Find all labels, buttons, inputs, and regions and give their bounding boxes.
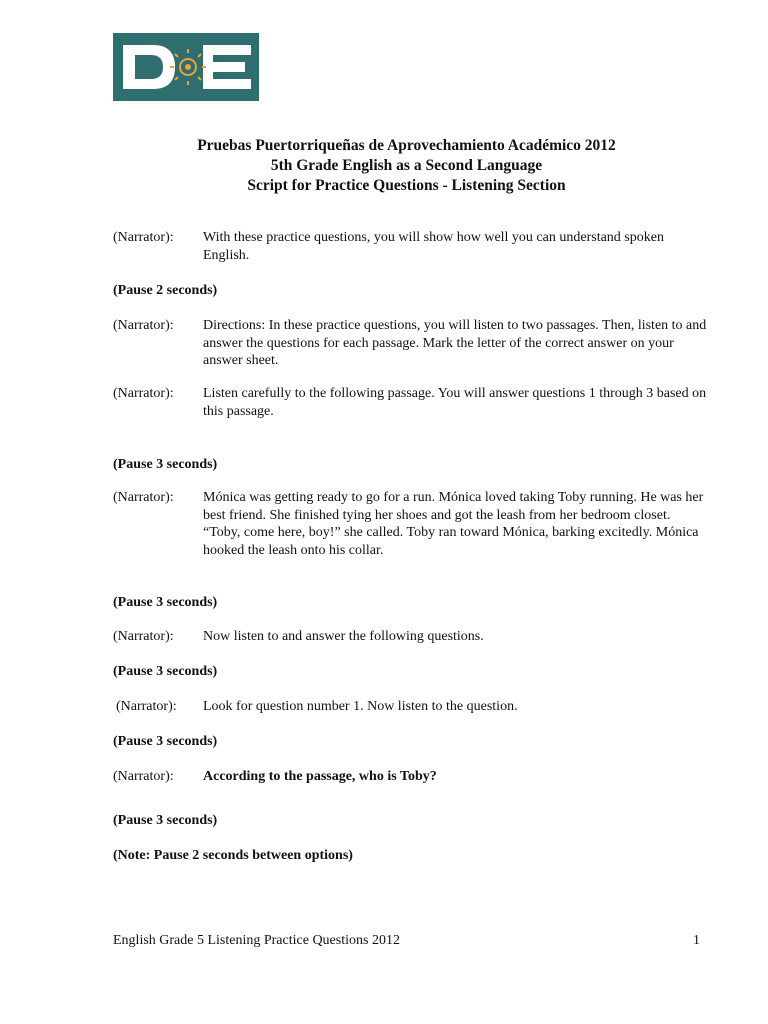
speaker-label: (Narrator):	[113, 318, 174, 333]
narrator-line	[113, 628, 708, 646]
speaker-label: (Narrator):	[113, 230, 174, 245]
document-title	[113, 136, 700, 196]
narrator-text: With these practice questions, you will show how well you can understand spoken English.	[203, 230, 664, 263]
narrator-line	[113, 385, 708, 420]
title-line-3: Script for Practice Questions - Listening Section	[247, 177, 566, 194]
speaker-label: (Narrator):	[113, 629, 174, 644]
speaker-label: (Narrator):	[116, 699, 177, 714]
pause-note: (Pause 3 seconds)	[113, 813, 218, 828]
pause-note: (Pause 3 seconds)	[113, 595, 218, 610]
pause-note: (Pause 3 seconds)	[113, 457, 218, 472]
speaker-label: (Narrator):	[113, 386, 174, 401]
narrator-line	[113, 698, 708, 716]
pause-note: (Pause 3 seconds)	[113, 664, 218, 679]
narrator-text: Look for question number 1. Now listen to the question.	[203, 699, 518, 714]
narrator-line	[113, 317, 708, 370]
narrator-line	[113, 768, 708, 786]
speaker-label: (Narrator):	[113, 769, 174, 784]
pause-note: (Pause 3 seconds)	[113, 734, 218, 749]
page-number: 1	[693, 933, 700, 948]
narrator-text: Directions: In these practice questions, you will listen to two passages. Then, listen to and answer the questions for each passage. Mark the letter of the correct answer on your answer sheet.	[203, 318, 707, 368]
question-text: According to the passage, who is Toby?	[203, 769, 437, 784]
title-line-1: Pruebas Puertorriqueñas de Aprovechamiento Académico 2012	[197, 137, 616, 154]
narrator-text: Listen carefully to the following passage. You will answer questions 1 through 3 based on this passage.	[203, 386, 707, 419]
passage-text: Mónica was getting ready to go for a run. Mónica loved taking Toby running. He was her best friend. She finished tying her shoes and got the leash from her bedroom closet. “Toby, come here, boy!” she called. Toby ran toward Mónica, barking excitedly. Mónica hooked the leash onto his collar.	[203, 490, 704, 558]
narrator-line	[113, 229, 708, 264]
footer-title: English Grade 5 Listening Practice Questions 2012	[113, 933, 400, 948]
pause-note: (Pause 2 seconds)	[113, 283, 218, 298]
speaker-label: (Narrator):	[113, 490, 174, 505]
narrator-text: Now listen to and answer the following questions.	[203, 629, 484, 644]
title-line-2: 5th Grade English as a Second Language	[270, 157, 543, 174]
page-footer	[113, 932, 700, 950]
options-note: (Note: Pause 2 seconds between options)	[113, 848, 353, 863]
narrator-line	[113, 489, 708, 559]
de-logo	[113, 33, 259, 101]
